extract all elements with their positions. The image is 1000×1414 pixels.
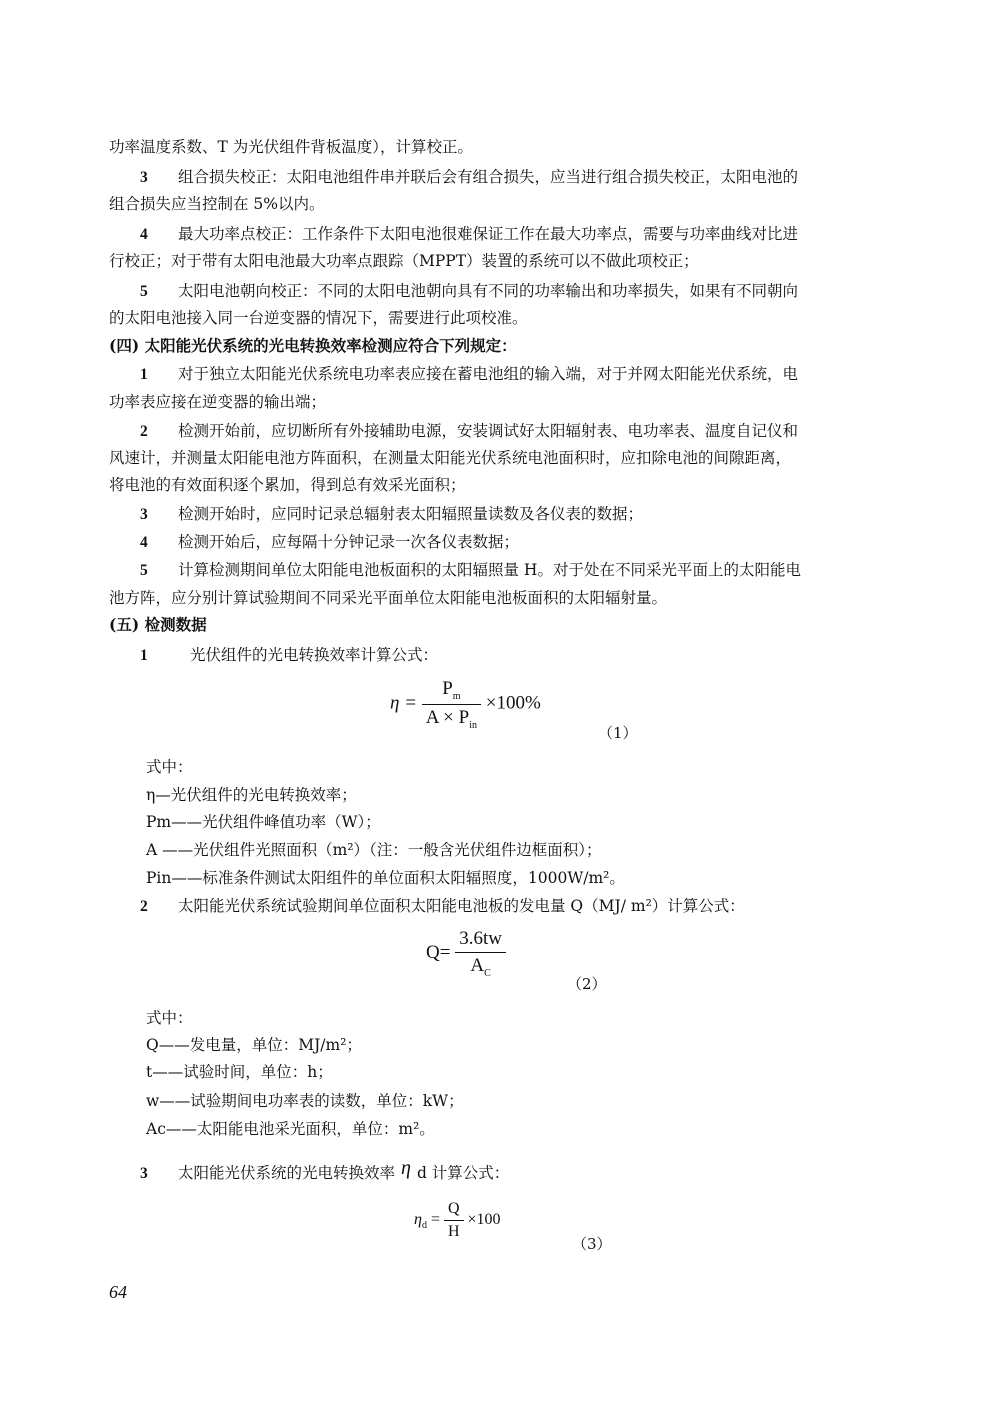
list-item [140, 896, 745, 917]
equation-number: （3） [572, 1235, 612, 1253]
item-number: 1 [140, 647, 148, 664]
equation-number: （1） [598, 724, 638, 742]
item-number: 2 [140, 898, 148, 915]
text-line: Q——发电量，单位：MJ/m²； [146, 1036, 362, 1054]
formula-efficiency [390, 678, 541, 731]
formula-lhs: Q= [426, 941, 451, 963]
list-item [140, 167, 798, 188]
text-line: 的太阳电池接入同一台逆变器的情况下，需要进行此项校准。 [109, 309, 528, 327]
item-text: 光伏组件的光电转换效率计算公式： [190, 646, 439, 664]
item-text: 检测开始时，应同时记录总辐射表太阳辐照量读数及各仪表的数据； [178, 505, 644, 523]
text-line: 功率温度系数、T 为光伏组件背板温度），计算校正。 [109, 138, 474, 156]
item-number: 4 [140, 534, 148, 551]
item-number: 4 [140, 226, 148, 243]
formula-equals: = [430, 1211, 440, 1229]
text-line: 池方阵，应分别计算试验期间不同采光平面单位太阳能电池板面积的太阳辐射量。 [109, 589, 668, 607]
item-text: 最大功率点校正：工作条件下太阳电池很难保证工作在最大功率点，需要与功率曲线对比进 [178, 225, 799, 243]
text-line: Ac——太阳能电池采光面积，单位：m²。 [146, 1120, 435, 1138]
section-heading: (四) 太阳能光伏系统的光电转换效率检测应符合下列规定： [109, 336, 517, 355]
text-line: η—光伏组件的光电转换效率； [146, 786, 357, 804]
text-line: 行校正；对于带有太阳电池最大功率点跟踪（MPPT）装置的系统可以不做此项校正； [109, 252, 699, 270]
item-number: 2 [140, 423, 148, 440]
item-number: 5 [140, 562, 148, 579]
list-item [140, 224, 798, 245]
equation-number: （2） [567, 975, 607, 993]
item-text: 检测开始后，应每隔十分钟记录一次各仪表数据； [178, 533, 520, 551]
text-line: 将电池的有效面积逐个累加，得到总有效采光面积； [109, 476, 466, 494]
page-number: 64 [109, 1282, 127, 1302]
item-text: 计算检测期间单位太阳能电池板面积的太阳辐照量 H。对于处在不同采光平面上的太阳能电 [178, 561, 801, 579]
fraction [455, 928, 506, 979]
item-text: d 计算公式： [416, 1164, 510, 1182]
text-line: A ——光伏组件光照面积（m²）（注：一般含光伏组件边框面积）； [146, 841, 602, 859]
formula-lhs: η = [390, 692, 417, 714]
text-line: 式中： [146, 758, 193, 776]
list-item [140, 645, 438, 666]
item-text: 对于独立太阳能光伏系统电功率表应接在蓄电池组的输入端，对于并网太阳能光伏系统，电 [178, 365, 799, 383]
list-item [140, 504, 643, 525]
fraction [444, 1200, 464, 1241]
fraction [422, 678, 481, 731]
item-text: 太阳能光伏系统试验期间单位面积太阳能电池板的发电量 Q（MJ/ m²）计算公式： [178, 897, 745, 915]
list-item [140, 421, 798, 442]
eta-symbol: η [401, 1157, 411, 1179]
text-line: 组合损失应当控制在 5%以内。 [109, 195, 325, 213]
text-line: Pm——光伏组件峰值功率（W）； [146, 813, 381, 831]
item-number: 3 [140, 506, 148, 523]
list-item [140, 560, 801, 581]
item-text: 检测开始前，应切断所有外接辅助电源，安装调试好太阳辐射表、电功率表、温度自记仪和 [178, 422, 799, 440]
item-number: 3 [140, 169, 148, 186]
text-line: 功率表应接在逆变器的输出端； [109, 393, 327, 411]
item-text: 太阳电池朝向校正：不同的太阳电池朝向具有不同的功率输出和功率损失，如果有不同朝向 [178, 282, 799, 300]
formula-rhs: ×100 [467, 1211, 501, 1229]
fraction-numerator: 3.6tw [455, 928, 506, 953]
text-line: 式中： [146, 1009, 193, 1027]
list-item [140, 281, 798, 302]
section-heading: (五) 检测数据 [109, 615, 207, 634]
fraction-numerator: $P_m$ [422, 678, 481, 705]
formula-rhs: ×100% [485, 692, 541, 714]
fraction-denominator: $A_C$ [470, 955, 491, 979]
item-number: 5 [140, 283, 148, 300]
item-number: 3 [140, 1165, 148, 1182]
fraction-denominator: H [447, 1223, 460, 1240]
list-item [140, 1157, 510, 1184]
text-line: t——试验时间，单位：h； [146, 1063, 333, 1081]
formula-system-efficiency [414, 1200, 501, 1241]
list-item [140, 532, 519, 553]
text-line: w——试验期间电功率表的读数，单位：kW； [146, 1092, 464, 1110]
item-text: 太阳能光伏系统的光电转换效率 [178, 1164, 396, 1182]
item-number: 1 [140, 366, 148, 383]
item-text: 组合损失校正：太阳电池组件串并联后会有组合损失，应当进行组合损失校正，太阳电池的 [178, 168, 799, 186]
formula-lhs: $\eta_d$ [414, 1211, 427, 1232]
text-line: Pin——标准条件测试太阳组件的单位面积太阳辐照度，1000W/m²。 [146, 869, 625, 887]
fraction-denominator: $A \times P_{in}$ [425, 706, 477, 731]
formula-energy [426, 928, 506, 979]
list-item [140, 364, 798, 385]
fraction-numerator: Q [444, 1200, 464, 1221]
text-line: 风速计，并测量太阳能电池方阵面积，在测量太阳能光伏系统电池面积时，应扣除电池的间隙距离， [109, 449, 792, 467]
